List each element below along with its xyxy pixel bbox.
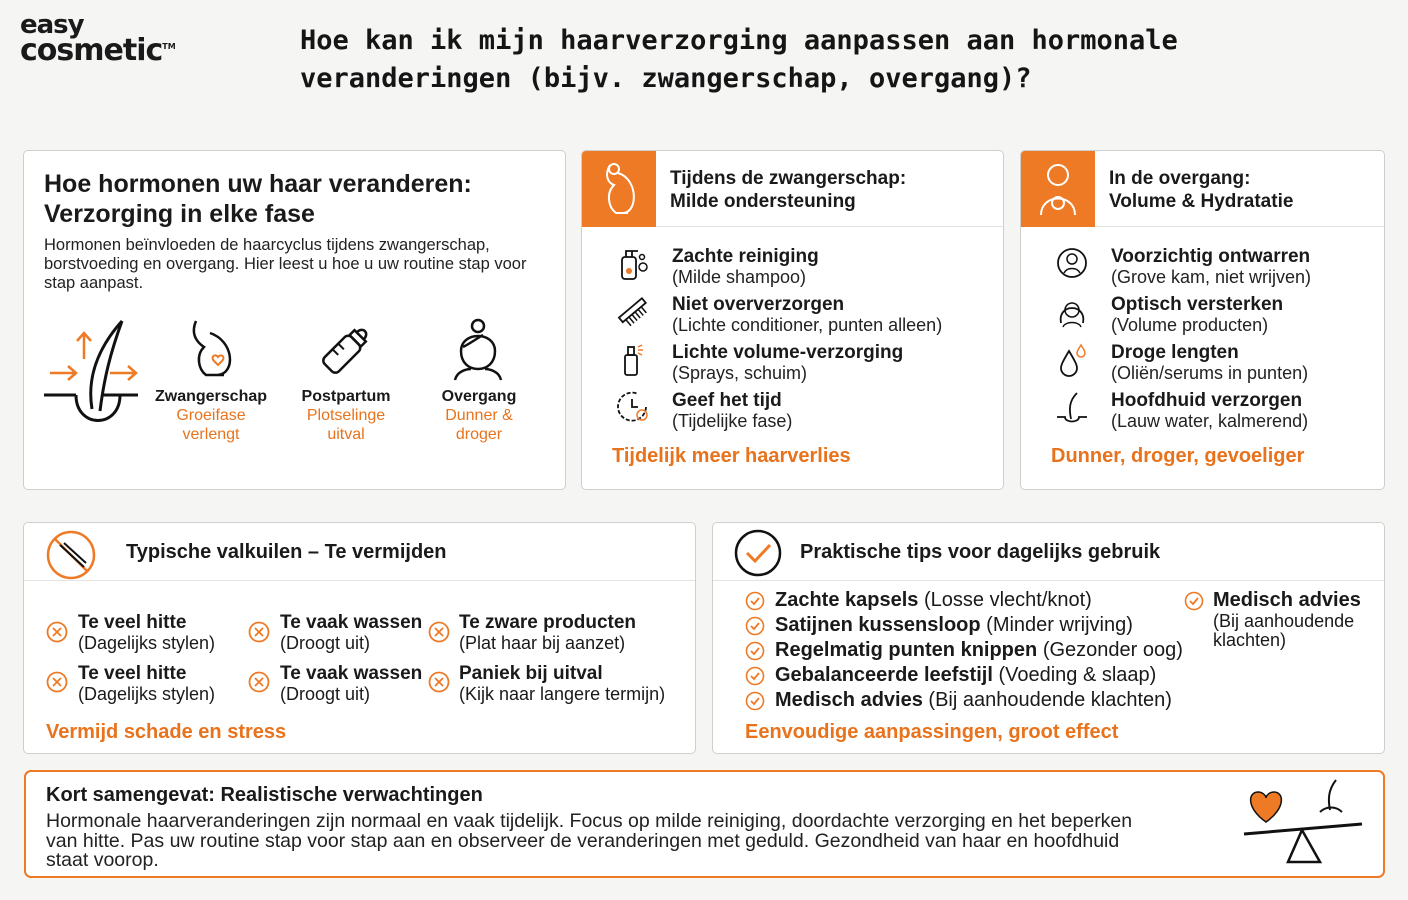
phase-title: Zwangerschap bbox=[154, 388, 268, 405]
summary-title: Kort samengevat: Realistische verwachtingen bbox=[46, 784, 483, 806]
phase-title: Overgang bbox=[441, 388, 517, 405]
pregnancy-item bbox=[672, 294, 942, 336]
item-title: Te veel hitte bbox=[78, 612, 187, 633]
item-title: Te zware producten bbox=[459, 612, 637, 633]
pregnancy-footer: Tijdelijk meer haarverlies bbox=[612, 445, 851, 467]
pitfall-item bbox=[78, 613, 215, 653]
tip-item bbox=[775, 588, 1092, 613]
pregnancy-title bbox=[670, 167, 906, 213]
pregnancy-item bbox=[672, 342, 903, 384]
balance-scale-icon bbox=[1240, 778, 1370, 872]
pregnancy-item bbox=[672, 390, 792, 432]
check-icon bbox=[745, 691, 765, 711]
pregnancy-item bbox=[672, 246, 819, 288]
pitfall-item bbox=[459, 664, 665, 704]
menopause-item bbox=[1111, 294, 1283, 336]
item-title: Te veel hitte bbox=[78, 663, 187, 684]
pitfalls-title: Typische valkuilen – Te vermijden bbox=[126, 541, 447, 563]
phase-menopause bbox=[409, 387, 549, 444]
tips-title: Praktische tips voor dagelijks gebruik bbox=[800, 541, 1161, 563]
item-sub: (Gezonder oog) bbox=[1042, 639, 1183, 661]
menopause-title bbox=[1109, 167, 1293, 213]
item-title: Paniek bij uitval bbox=[459, 663, 603, 684]
pregnant-icon bbox=[184, 319, 244, 381]
tip-item bbox=[775, 638, 1183, 663]
pregnancy-title-line2: Milde ondersteuning bbox=[670, 191, 856, 212]
item-sub: (Sprays, schuim) bbox=[672, 363, 808, 383]
item-sub: (Minder wrijving) bbox=[986, 614, 1133, 636]
logo-line1: easy bbox=[20, 10, 84, 40]
logo-trademark: TM bbox=[162, 42, 176, 51]
item-sub: (Oliën/serums in punten) bbox=[1111, 363, 1309, 383]
page-title: Hoe kan ik mijn haarverzorging aanpassen aan hormonale veranderingen (bijv. zwangerschap, overgang)? bbox=[300, 25, 1178, 94]
x-circle-icon bbox=[428, 671, 450, 693]
spray-icon bbox=[616, 341, 650, 377]
item-sub: (Dagelijks stylen) bbox=[78, 633, 216, 653]
tip-item bbox=[775, 688, 1172, 713]
pitfall-item bbox=[78, 664, 215, 704]
pregnant-header-icon bbox=[582, 151, 656, 227]
menopause-title-line2: Volume & Hydratatie bbox=[1109, 191, 1294, 212]
summary-card bbox=[24, 770, 1385, 878]
pitfall-item bbox=[280, 664, 422, 704]
item-title: Medisch advies bbox=[775, 689, 923, 711]
tips-footer: Eenvoudige aanpassingen, groot effect bbox=[745, 721, 1119, 743]
item-title: Geef het tijd bbox=[672, 390, 782, 411]
phase-sub: verlengt bbox=[182, 426, 240, 443]
phase-sub: uitval bbox=[327, 426, 365, 443]
item-sub: klachten) bbox=[1213, 630, 1287, 650]
summary-body: Hormonale haarveranderingen zijn normaal en vaak tijdelijk. Focus op milde reiniging, doordachte verzorging en het beperken van hitte. Pas uw routine stap voor stap aan en observeer de veranderingen met geduld. Gezondheid van haar en hoofdhuid staat voorop. bbox=[46, 810, 1133, 871]
item-title: Medisch advies bbox=[1213, 589, 1361, 611]
item-title: Gebalanceerde leefstijl bbox=[775, 664, 993, 686]
item-title: Lichte volume-verzorging bbox=[672, 342, 904, 363]
hormones-card bbox=[23, 150, 566, 490]
check-icon bbox=[745, 591, 765, 611]
pregnancy-card bbox=[581, 150, 1004, 490]
item-sub: (Lichte conditioner, punten alleen) bbox=[672, 315, 943, 335]
item-sub: (Volume producten) bbox=[1111, 315, 1269, 335]
comb-icon bbox=[616, 293, 650, 329]
check-icon bbox=[745, 641, 765, 661]
x-circle-icon bbox=[248, 671, 270, 693]
item-sub: (Bij aanhoudende bbox=[1213, 611, 1355, 631]
x-circle-icon bbox=[248, 621, 270, 643]
item-title: Hoofdhuid verzorgen bbox=[1111, 390, 1303, 411]
item-sub: (Kijk naar langere termijn) bbox=[459, 684, 666, 704]
item-title: Zachte reiniging bbox=[672, 246, 819, 267]
item-sub: (Tijdelijke fase) bbox=[672, 411, 793, 431]
item-sub: (Droogt uit) bbox=[280, 684, 371, 704]
detangle-icon bbox=[1055, 245, 1089, 281]
item-title: Niet oververzorgen bbox=[672, 294, 845, 315]
item-title: Satijnen kussensloop bbox=[775, 614, 981, 636]
pitfall-item bbox=[280, 613, 422, 653]
brand-logo bbox=[20, 10, 176, 68]
menopause-card bbox=[1020, 150, 1385, 490]
menopause-title-line1: In de overgang: bbox=[1109, 168, 1251, 189]
menopause-item bbox=[1111, 390, 1308, 432]
tips-card bbox=[712, 522, 1385, 754]
pitfall-item bbox=[459, 613, 636, 653]
item-sub: (Losse vlecht/knot) bbox=[923, 589, 1092, 611]
item-sub: (Lauw water, kalmerend) bbox=[1111, 411, 1309, 431]
phase-pregnancy bbox=[141, 387, 281, 444]
item-sub: (Grove kam, niet wrijven) bbox=[1111, 267, 1312, 287]
phase-sub: Groeifase bbox=[176, 407, 246, 424]
item-title: Optisch versterken bbox=[1111, 294, 1284, 315]
x-circle-icon bbox=[46, 621, 68, 643]
drops-icon bbox=[1055, 341, 1089, 377]
item-sub: (Bij aanhoudende klachten) bbox=[928, 689, 1172, 711]
hormones-heading-line1: Hoe hormonen uw haar veranderen: bbox=[44, 170, 472, 198]
item-sub: (Milde shampoo) bbox=[672, 267, 807, 287]
no-heat-tool-icon bbox=[44, 529, 98, 581]
item-title: Zachte kapsels bbox=[775, 589, 919, 611]
check-icon bbox=[1184, 591, 1204, 611]
item-sub: (Dagelijks stylen) bbox=[78, 684, 216, 704]
check-circle-icon bbox=[733, 528, 783, 578]
item-sub: (Voeding & slaap) bbox=[998, 664, 1157, 686]
baby-bottle-icon bbox=[314, 319, 378, 381]
hormones-heading bbox=[44, 169, 472, 229]
check-icon bbox=[745, 616, 765, 636]
tip-item bbox=[775, 613, 1133, 638]
pitfalls-footer: Vermijd schade en stress bbox=[46, 721, 287, 743]
shampoo-icon bbox=[616, 245, 650, 281]
phase-title: Postpartum bbox=[301, 388, 391, 405]
check-icon bbox=[745, 666, 765, 686]
woman-face-icon bbox=[449, 317, 507, 381]
item-title: Te vaak wassen bbox=[280, 663, 423, 684]
x-circle-icon bbox=[428, 621, 450, 643]
phase-postpartum bbox=[276, 387, 416, 444]
x-circle-icon bbox=[46, 671, 68, 693]
phase-sub: Dunner & bbox=[445, 407, 513, 424]
woman-hair-icon bbox=[1055, 293, 1089, 329]
pregnancy-title-line1: Tijdens de zwangerschap: bbox=[670, 168, 907, 189]
menopause-item bbox=[1111, 246, 1311, 288]
menopause-item bbox=[1111, 342, 1308, 384]
item-title: Droge lengten bbox=[1111, 342, 1239, 363]
pitfalls-card bbox=[23, 522, 696, 754]
tip-side-item bbox=[1213, 588, 1361, 650]
clock-icon bbox=[616, 389, 650, 425]
item-sub: (Droogt uit) bbox=[280, 633, 371, 653]
mother-baby-header-icon bbox=[1021, 151, 1095, 227]
item-sub: (Plat haar bij aanzet) bbox=[459, 633, 626, 653]
item-title: Regelmatig punten knippen bbox=[775, 639, 1038, 661]
item-title: Voorzichtig ontwarren bbox=[1111, 246, 1311, 267]
hormones-heading-line2: Verzorging in elke fase bbox=[44, 200, 315, 228]
tip-item bbox=[775, 663, 1156, 688]
phase-sub: droger bbox=[455, 426, 503, 443]
logo-line2: cosmetic bbox=[20, 33, 163, 68]
hormones-intro: Hormonen beïnvloeden de haarcyclus tijdens zwangerschap, borstvoeding en overgang. Hier leest u hoe u uw routine stap voor stap aanpast. bbox=[44, 236, 527, 292]
item-title: Te vaak wassen bbox=[280, 612, 423, 633]
scalp-icon bbox=[1055, 389, 1089, 425]
menopause-footer: Dunner, droger, gevoeliger bbox=[1051, 445, 1305, 467]
phase-sub: Plotselinge bbox=[306, 407, 386, 424]
